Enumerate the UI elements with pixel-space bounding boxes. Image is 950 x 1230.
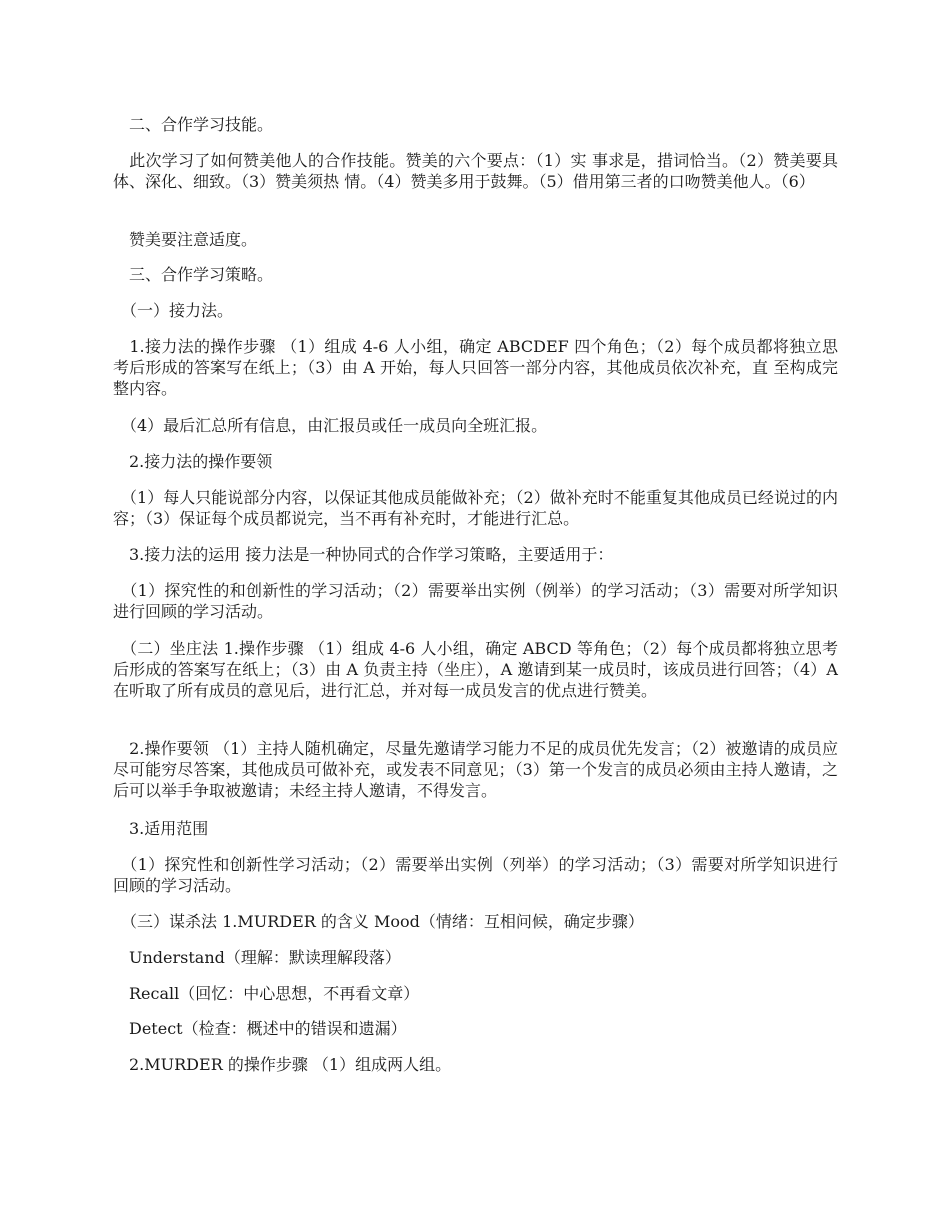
heading-cooperative-skills: 二、合作学习技能。: [113, 115, 274, 134]
heading-relay-method: （一）接力法。: [113, 301, 234, 320]
paragraph-murder-steps: 2.MURDER 的操作步骤 （1）组成两人组。: [113, 1055, 452, 1074]
heading-cooperative-strategies: 三、合作学习策略。: [113, 265, 274, 284]
paragraph-murder-understand: Understand（理解：默读理解段落）: [113, 948, 401, 967]
paragraph-murder-detect: Detect（检查：概述中的错误和遗漏）: [113, 1019, 407, 1038]
paragraph-relay-uses: （1）探究性的和创新性的学习活动；（2）需要举出实例（例举）的学习活动；（3）需要对所学知识进行回顾的学习活动。: [113, 581, 838, 621]
paragraph-relay-essentials: （1）每人只能说部分内容，以保证其他成员能做补充；（2）做补充时不能重复其他成员已经说过的内容；（3）保证每个成员都说完，当不再有补充时，才能进行汇总。: [113, 488, 838, 528]
paragraph-relay-step-4: （4）最后汇总所有信息，由汇报员或任一成员向全班汇报。: [113, 416, 548, 435]
heading-scope: 3.适用范围: [113, 819, 209, 838]
paragraph-relay-application: 3.接力法的运用 接力法是一种协同式的合作学习策略，主要适用于：: [113, 545, 614, 564]
paragraph-murder-recall: Recall（回忆：中心思想，不再看文章）: [113, 984, 420, 1003]
paragraph-praise-moderation: 赞美要注意适度。: [113, 230, 258, 249]
paragraph-praise-points: 此次学习了如何赞美他人的合作技能。赞美的六个要点：（1）实 事求是，措词恰当。（2）赞美要具体、深化、细致。（3）赞美须热 情。（4）赞美多用于鼓舞。（5）借用第三者的口吻赞美他人。（6）: [113, 151, 838, 191]
heading-relay-essentials: 2.接力法的操作要领: [113, 452, 273, 471]
paragraph-murder-mood: （三）谋杀法 1.MURDER 的含义 Mood（情绪：互相问候，确定步骤）: [113, 912, 644, 931]
paragraph-banker-method: （二）坐庄法 1.操作步骤 （1）组成 4-6 人小组，确定 ABCD 等角色；（2）每个成员都将独立思考后形成的答案写在纸上；（3）由 A 负责主持（坐庄），A 邀请到某一成员时，该成员进行回答；（4）A 在听取了所有成员的意见后，进行汇总，并对每一成员发言的优点进行赞美。: [113, 639, 838, 700]
paragraph-relay-steps: 1.接力法的操作步骤 （1）组成 4-6 人小组，确定 ABCDEF 四个角色；（2）每个成员都将独立思考后形成的答案写在纸上；（3）由 A 开始，每人只回答一部分内容，其他成员依次补充，直 至构成完整内容。: [113, 337, 838, 398]
paragraph-scope: （1）探究性和创新性学习活动；（2）需要举出实例（列举）的学习活动；（3）需要对所学知识进行回顾的学习活动。: [113, 855, 838, 895]
paragraph-banker-essentials: 2.操作要领 （1）主持人随机确定，尽量先邀请学习能力不足的成员优先发言；（2）被邀请的成员应尽可能穷尽答案，其他成员可做补充，或发表不同意见；（3）第一个发言的成员必须由主持人邀请，之后可以举手争取被邀请；未经主持人邀请，不得发言。: [113, 739, 838, 800]
